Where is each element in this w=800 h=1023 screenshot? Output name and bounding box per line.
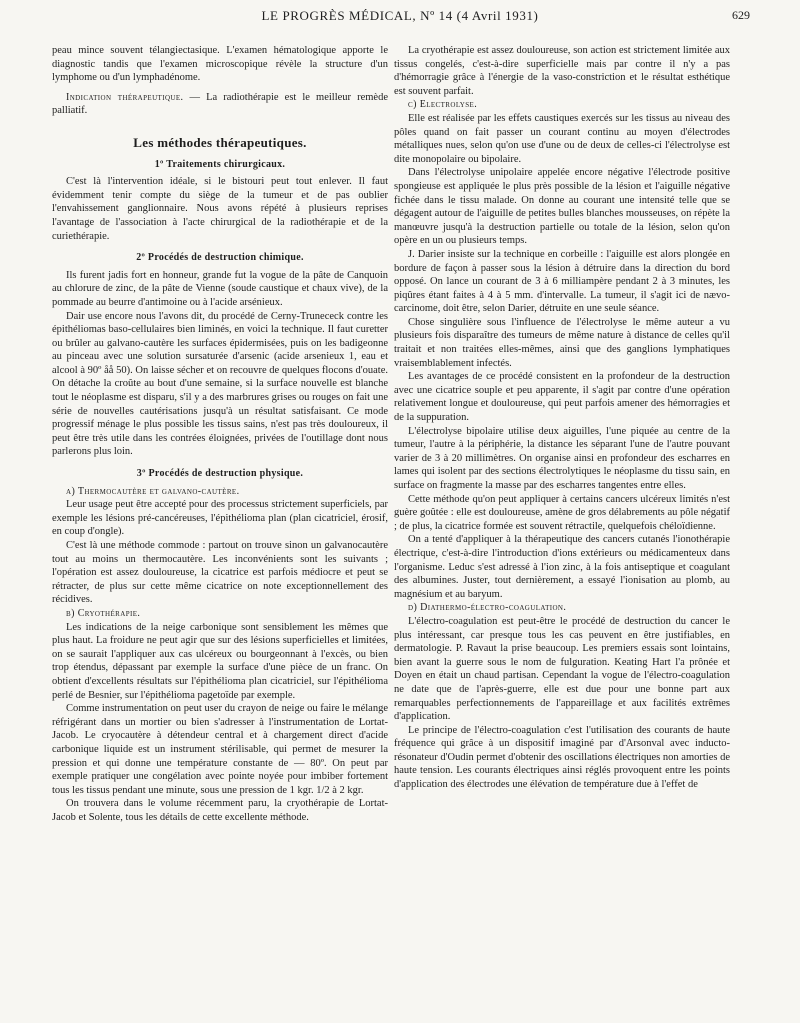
paragraph: L'électrolyse bipolaire utilise deux aiguilles, l'une piquée au centre de la tumeur, l'autre à la périphérie, la distance les séparant l'une de l'autre pouvant varier de 3 à 20 millimètres. On organise ainsi en profondeur des escharres en lames qui isolent par des sections électrolytiques le néoplasme du tissu sain, en surface on fragmente la masse par des escharres tangentes entre elles.	[394, 425, 730, 491]
paragraph: La cryothérapie est assez douloureuse, son action est strictement limitée aux tissus congelés, c'est-à-dire superficielle mais par contre il n'y a pas d'hémorragie grâce à l'énergie de la vaso-constriction et le résultat esthétique est souvent parfait.	[394, 45, 730, 97]
subsection-heading: 2º Procédés de destruction chimique.	[136, 252, 304, 264]
paragraph: L'électro-coagulation est peut-être le procédé de destruction du cancer le plus intéressant, car presque tous les cas peuvent en être justifiables, en dermatologie. P. Ravaut la prise beaucoup. Les premiers essais sont lointains, bien avant la guerre sous le nom de fulguration. Keating Hart l'a prônée et Doyen en était un chaud partisan. Cependant la vogue de l'électro-coagulation ne date que de l'après-guerre, elle est due pour une bonne part aux remarquables perfectionnements de l'appareillage et aux facilités extrêmes d'application.	[394, 615, 730, 723]
paragraph: C'est là une méthode commode : partout on trouve sinon un galvanocautère tout au moins un thermocautère. Les inconvénients sont les suivants ; l'opération est assez douloureuse, la cicatrice est parfois médiocre et peut se rétracter, de plus sur cette même cicatrice on note exceptionnellement des récidives.	[52, 540, 388, 606]
paragraph: Ils furent jadis fort en honneur, grande fut la vogue de la pâte de Canquoin au chlorure de zinc, de la pâte de Vienne (soude caustique et chaux vive), de la pommade au beurre d'antimoine ou à l'acide arsénieux.	[52, 269, 388, 308]
subsection-heading: 1º Traitements chirurgicaux.	[154, 158, 286, 170]
paragraph: Dair use encore nous l'avons dit, du procédé de Cerny-Trunececk contre les épithéliomas baso-cellulaires bien liminés, en voici la technique. Il faut curetter ou brûler au galvano-cautère les surfaces épidermisées, puis on les badigeonne au pinceau avec une solution sursaturée d'arsenic (acide arsenieux 1, eau et alcool à 90º åå 50). On laisse sécher et on recouvre de quelques flocons d'ouate. On détache la croûte au bout d'une semaine, si la surface nouvelle est blanche tout le néoplasme est disparu, s'il y a des marbrures grises ou rouges on fait une série de nouvelles cautérisations jusqu'à un résultat satisfaisant. Ce mode progressif ménage le plus possible les tissus sains, n'est pas très douloureux, il peut être très utile dans les contrées éloignées, privées de l'outillage dont nous parlerons plus loin.	[52, 310, 388, 458]
paragraph: Leur usage peut être accepté pour des processus strictement superficiels, par exemple les lésions pré-cancéreuses, l'épithélioma plan (plan cicatriciel, érosif, en coup d'ongle).	[52, 499, 388, 538]
page-number: 629	[732, 8, 750, 22]
section-title: Les méthodes thérapeutiques.	[133, 134, 307, 150]
paragraph: Dans l'électrolyse unipolaire appelée encore négative l'électrode positive spongieuse est appliquée le plus près possible de la lésion et l'aiguille négative fichée dans le tissu malade. On donne au courant une intensité telle que se dégagent autour de l'aiguille de petites bulles blanches mousseuses, on répète la manœuvre jusqu'à la destruction partielle ou totale de la lésion, selon qu'on opère en un ou plusieurs temps.	[394, 167, 730, 247]
paragraph: Comme instrumentation on peut user du crayon de neige ou faire le mélange réfrigérant dans un mortier ou bien s'adresser à l'instrumentation de Lortat-Jacob. Le cryocautère à détendeur central et à chargement direct d'acide carbonique liquide est un instrument stérilisable, qui permet de mesurer la pression et qui donne une température constante de — 80º. On peut par exemple pratiquer une congélation avec pointe noyée pour imbiber fortement tous les tissus pendant une minute, sous une pression de 1 kgr. 1/2 à 2 kgr.	[52, 703, 388, 796]
paragraph: Cette méthode qu'on peut appliquer à certains cancers ulcéreux limités n'est guère goûtée : elle est douloureuse, amène de gros délabrements au pôle négatif ; de plus, la cicatrice formée est souvent rétractile, quelquefois chéloïdienne.	[394, 493, 730, 532]
sub-heading-b: b) Cryothérapie.	[66, 607, 141, 619]
paragraph: Chose singulière sous l'influence de l'électrolyse le même auteur a vu plusieurs fois disparaître des tumeurs de même nature à distance de celles qu'il traitait et non traitées elles-mêmes, ainsi que des ganglions lymphatiques vraisemblablement infectés.	[394, 316, 730, 369]
right-column	[394, 44, 730, 792]
indication-text: — La radiothérapie est le meilleur remède palliatif.	[52, 91, 388, 117]
sub-heading-a: a) Thermocautère et galvano-cautère.	[66, 485, 240, 497]
sub-heading-d: d) Diathermo-électro-coagulation.	[408, 602, 567, 614]
paragraph: Le principe de l'électro-coagulation c'est l'utilisation des courants de haute fréquence qui grâce à un dispositif imaginé par d'Arsonval avec inducto-résonateur d'Oudin permet d'obtenir des oscillations électriques non amorties de haute tension. Les courants électriques ainsi réglés provoquent entre les points d'application des électrodes une élévation de température due à l'effet de	[394, 724, 730, 791]
paragraph: Les avantages de ce procédé consistent en la profondeur de la destruction avec une cicatrice souple et peu apparente, il s'agit par contre d'une opération relativement longue et douloureuse, qui peut parfois amener des hémorragies et de la suppuration.	[394, 371, 730, 424]
left-column	[52, 44, 388, 824]
subsection-heading: 3º Procédés de destruction physique.	[136, 468, 304, 480]
paragraph: Elle est réalisée par les effets caustiques exercés sur les tissus au niveau des pôles quand on fait passer un courant continu au moyen d'électrodes métalliques nues, selon qu'on use d'une ou de deux de celles-ci l'électrolyse est dite monopolaire ou bipolaire.	[394, 112, 730, 165]
paragraph: C'est là l'intervention idéale, si le bistouri peut tout enlever. Il faut évidemment tenir compte du siège de la tumeur et de pas oublier l'envahissement ganglionnaire. Nous avons répété à plusieurs reprises l'avantage de l'association à l'acte chirurgical de la radiothérapie et de la curiethérapie.	[52, 176, 388, 242]
paragraph: peau mince souvent télangiectasique. L'examen hématologique apporte le diagnostic tandis que l'examen microscopique révèle la structure d'un lymphome ou d'un lymphadénome.	[52, 45, 388, 84]
paragraph: On trouvera dans le volume récemment paru, la cryothérapie de Lortat-Jacob et Solente, tous les détails de cette excellente méthode.	[52, 798, 388, 823]
paragraph: Les indications de la neige carbonique sont sensiblement les mêmes que plus haut. La froidure ne peut agir que sur des lésions superficielles et limitées, on se saurait l'appliquer aux cas ulcéreux ou bourgeonnant à l'excès, ou bien trop étendus, dépassant par exemple la surface d'une pièce de un franc. On obtient d'excellents résultats sur l'épithélioma plan cicatriciel, sur l'épithélioma perlé de Besnier, sur l'épithélioma pagetoïde par exemple.	[52, 621, 388, 701]
sub-heading-c: c) Electrolyse.	[408, 99, 478, 111]
journal-title: LE PROGRÈS MÉDICAL, Nº 14 (4 Avril 1931)	[261, 8, 539, 23]
indication-paragraph	[52, 91, 388, 118]
paragraph: J. Darier insiste sur la technique en corbeille : l'aiguille est alors plongée en bordure de façon à passer sous la lésion à détruire dans la direction du bord opposé. On lance un courant de 3 à 6 milliampère pendant 2 à 3 minutes, les piqûres étant faites à 4 à 5 mm. d'intervalle. La tumeur, il s'agit ici de nævo-carcinome, doit être, selon Darier, détruite en une seule séance.	[394, 248, 730, 315]
page-header	[50, 8, 750, 30]
indication-label: Indication thérapeutique.	[66, 91, 184, 103]
paragraph: On a tenté d'appliquer à la thérapeutique des cancers cutanés l'ionothérapie électrique, c'est-à-dire l'introduction d'ions extérieurs ou médicamenteux dans l'organisme. Leduc s'est adressé à l'ion zinc, à la fois antiseptique et coagulant des albumines. Juster, tout dernièrement, a essayé l'ionisation au plomb, au magnésium et au baryum.	[394, 534, 730, 600]
